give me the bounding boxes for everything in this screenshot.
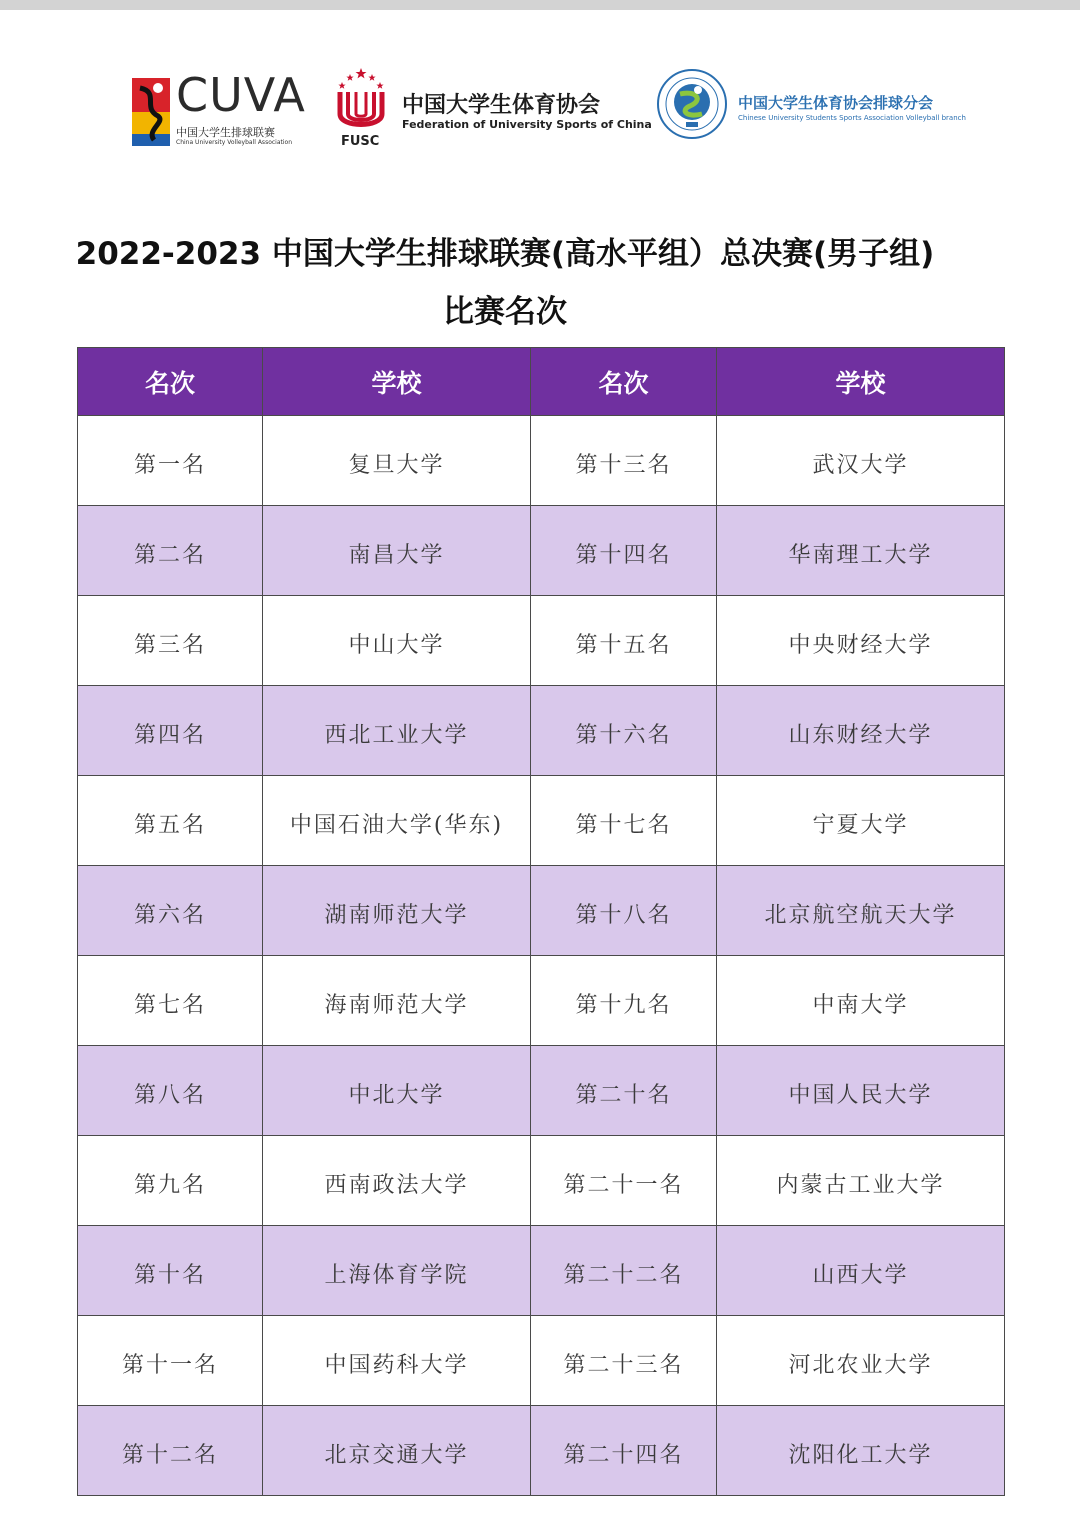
rank-cell: 第十二名 <box>78 1406 263 1496</box>
header-school-right: 学校 <box>717 348 1005 416</box>
rank-cell: 第五名 <box>78 776 263 866</box>
rank-cell: 第二名 <box>78 506 263 596</box>
school-cell: 沈阳化工大学 <box>717 1406 1005 1496</box>
table-row <box>78 956 1005 1046</box>
cuva-logo <box>132 68 306 150</box>
school-cell: 上海体育学院 <box>263 1226 531 1316</box>
school-cell: 南昌大学 <box>263 506 531 596</box>
rank-cell: 第七名 <box>78 956 263 1046</box>
page-title: 2022-2023 中国大学生排球联赛(高水平组）总决赛(男子组) <box>75 236 935 272</box>
rank-cell: 第二十名 <box>531 1046 717 1136</box>
rank-cell: 第十八名 <box>531 866 717 956</box>
table-row <box>78 596 1005 686</box>
rank-cell: 第十七名 <box>531 776 717 866</box>
school-cell: 河北农业大学 <box>717 1316 1005 1406</box>
fusc-english-name: Federation of University Sports of China <box>402 118 652 131</box>
school-cell: 北京交通大学 <box>263 1406 531 1496</box>
school-cell: 海南师范大学 <box>263 956 531 1046</box>
school-cell: 北京航空航天大学 <box>717 866 1005 956</box>
school-cell: 西北工业大学 <box>263 686 531 776</box>
school-cell: 中央财经大学 <box>717 596 1005 686</box>
rank-cell: 第十六名 <box>531 686 717 776</box>
school-cell: 中北大学 <box>263 1046 531 1136</box>
rank-cell: 第十四名 <box>531 506 717 596</box>
table-row <box>78 1136 1005 1226</box>
school-cell: 武汉大学 <box>717 416 1005 506</box>
rank-cell: 第十一名 <box>78 1316 263 1406</box>
volleyball-branch-emblem-icon <box>656 68 728 140</box>
school-cell: 中国人民大学 <box>717 1046 1005 1136</box>
rank-cell: 第二十二名 <box>531 1226 717 1316</box>
rankings-table <box>77 347 1005 1496</box>
cuva-english-name: China University Volleyball Association <box>176 139 292 146</box>
fusc-abbreviation: FUSC <box>341 134 380 149</box>
rank-cell: 第十名 <box>78 1226 263 1316</box>
rank-cell: 第十三名 <box>531 416 717 506</box>
rank-cell: 第一名 <box>78 416 263 506</box>
rank-cell: 第九名 <box>78 1136 263 1226</box>
table-row <box>78 1316 1005 1406</box>
table-row <box>78 1226 1005 1316</box>
rank-cell: 第二十三名 <box>531 1316 717 1406</box>
table-row <box>78 1406 1005 1496</box>
header-rank-right: 名次 <box>531 348 717 416</box>
table-row <box>78 866 1005 956</box>
school-cell: 中国药科大学 <box>263 1316 531 1406</box>
rank-cell: 第三名 <box>78 596 263 686</box>
rank-cell: 第十九名 <box>531 956 717 1046</box>
rank-cell: 第四名 <box>78 686 263 776</box>
rank-cell: 第八名 <box>78 1046 263 1136</box>
cuva-emblem-icon <box>132 78 170 146</box>
branch-english-name: Chinese University Students Sports Association Volleyball branch <box>738 114 966 122</box>
table-row <box>78 506 1005 596</box>
header-school-left: 学校 <box>263 348 531 416</box>
school-cell: 中国石油大学(华东) <box>263 776 531 866</box>
school-cell: 湖南师范大学 <box>263 866 531 956</box>
rank-cell: 第二十四名 <box>531 1406 717 1496</box>
fusc-chinese-name: 中国大学生体育协会 <box>402 93 601 118</box>
rank-cell: 第二十一名 <box>531 1136 717 1226</box>
table-row <box>78 686 1005 776</box>
table-header-row <box>78 348 1005 416</box>
school-cell: 宁夏大学 <box>717 776 1005 866</box>
school-cell: 华南理工大学 <box>717 506 1005 596</box>
rank-cell: 第六名 <box>78 866 263 956</box>
school-cell: 复旦大学 <box>263 416 531 506</box>
branch-chinese-name: 中国大学生体育协会排球分会 <box>738 94 934 112</box>
school-cell: 内蒙古工业大学 <box>717 1136 1005 1226</box>
school-cell: 中南大学 <box>717 956 1005 1046</box>
school-cell: 中山大学 <box>263 596 531 686</box>
table-row <box>78 1046 1005 1136</box>
school-cell: 山东财经大学 <box>717 686 1005 776</box>
table-row <box>78 416 1005 506</box>
table-row <box>78 776 1005 866</box>
page-subtitle: 比赛名次 <box>443 294 567 330</box>
school-cell: 西南政法大学 <box>263 1136 531 1226</box>
school-cell: 山西大学 <box>717 1226 1005 1316</box>
rank-cell: 第十五名 <box>531 596 717 686</box>
header-rank-left: 名次 <box>78 348 263 416</box>
fusc-emblem-icon <box>334 66 388 140</box>
cuva-wordmark: CUVA <box>176 68 306 122</box>
cuva-chinese-name: 中国大学生排球联赛 <box>176 126 275 139</box>
volleyball-branch-logo <box>656 68 966 144</box>
fusc-logo <box>334 66 652 152</box>
top-border <box>0 0 1080 10</box>
